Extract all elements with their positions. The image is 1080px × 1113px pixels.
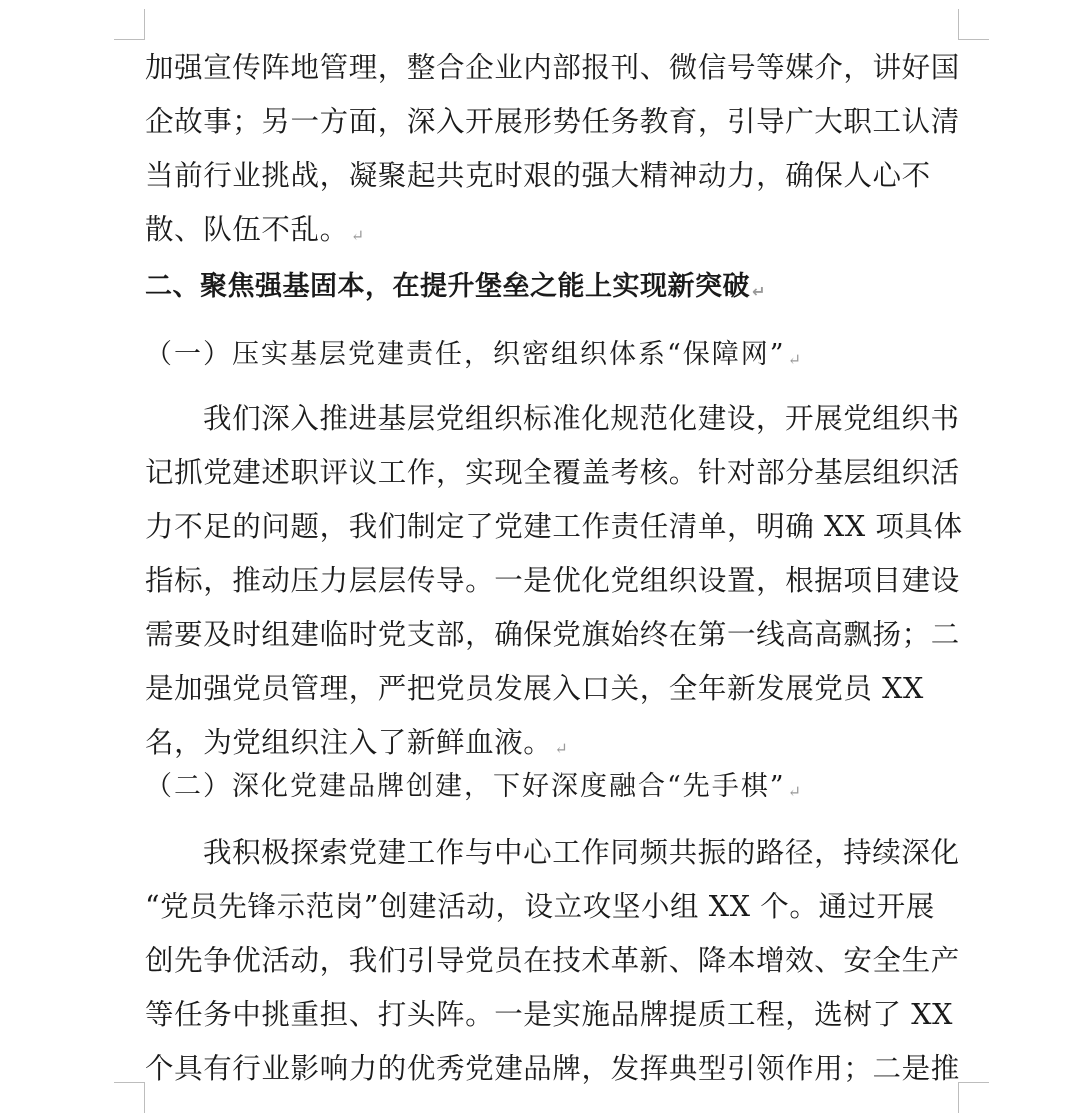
- text-line: 记抓党建述职评议工作，实现全覆盖考核。针对部分基层组织活: [145, 456, 960, 489]
- page-corner-mark-bottom-right: [958, 1082, 989, 1113]
- text-line: 企故事；另一方面，深入开展形势任务教育，引导广大职工认清: [145, 105, 960, 138]
- paragraph-2[interactable]: [145, 826, 960, 1096]
- paragraph-1[interactable]: [145, 392, 963, 770]
- subheading-text: （一）压实基层党建责任，织密组织体系“保障网”: [145, 339, 786, 370]
- text-line: 创先争优活动，我们引导党员在技术革新、降本增效、安全生产: [145, 944, 960, 977]
- text-line: “党员先锋示范岗”创建活动，设立攻坚小组 XX 个。通过开展: [145, 890, 935, 923]
- subheading-text: （二）深化党建品牌创建，下好深度融合“先手棋”: [145, 771, 786, 802]
- text-line: 当前行业挑战，凝聚起共克时艰的强大精神动力，确保人心不: [145, 159, 931, 192]
- subheading-2[interactable]: [145, 767, 945, 807]
- text-line: 指标，推动压力层层传导。一是优化党组织设置，根据项目建设: [145, 564, 960, 597]
- page-corner-mark-bottom-left: [114, 1082, 145, 1113]
- page-corner-mark-top-right: [958, 9, 989, 40]
- subheading-line: [145, 767, 945, 807]
- text-line: 需要及时组建临时党支部，确保党旗始终在第一线高高飘扬；二: [145, 618, 960, 651]
- text-line: 我积极探索党建工作与中心工作同频共振的路径，持续深化: [203, 836, 960, 869]
- paragraph-mark-icon: ↵: [554, 739, 569, 758]
- text-line: 是加强党员管理，严把党员发展入口关，全年新发展党员 XX: [145, 672, 924, 705]
- text-line: 个具有行业影响力的优秀党建品牌，发挥典型引领作用；二是推: [145, 1052, 960, 1085]
- section-heading-line: [145, 267, 945, 307]
- section-heading-text: 二、聚焦强基固本，在提升堡垒之能上实现新突破: [145, 271, 750, 302]
- text-line: 力不足的问题，我们制定了党建工作责任清单，明确 XX 项具体: [145, 510, 963, 543]
- text-line: 等任务中挑重担、打头阵。一是实施品牌提质工程，选树了 XX: [145, 998, 954, 1031]
- section-heading[interactable]: [145, 267, 945, 307]
- subheading-1[interactable]: [145, 335, 945, 375]
- subheading-line: [145, 335, 945, 375]
- text-line-content: 散、队伍不乱。: [145, 213, 349, 246]
- text-line: 加强宣传阵地管理，整合企业内部报刊、微信号等媒介，讲好国: [145, 51, 960, 84]
- paragraph-intro[interactable]: [145, 41, 960, 257]
- text-line-content: 名，为党组织注入了新鲜血液。: [145, 726, 553, 759]
- text-line: 我们深入推进基层党组织标准化规范化建设，开展党组织书: [203, 402, 960, 435]
- paragraph-mark-icon: ↵: [752, 282, 766, 301]
- text-line: [145, 716, 945, 770]
- paragraph-mark-icon: ↵: [787, 782, 804, 801]
- paragraph-mark-icon: ↵: [787, 350, 804, 369]
- text-line: [145, 203, 945, 257]
- page-corner-mark-top-left: [114, 9, 145, 40]
- paragraph-mark-icon: ↵: [350, 226, 365, 245]
